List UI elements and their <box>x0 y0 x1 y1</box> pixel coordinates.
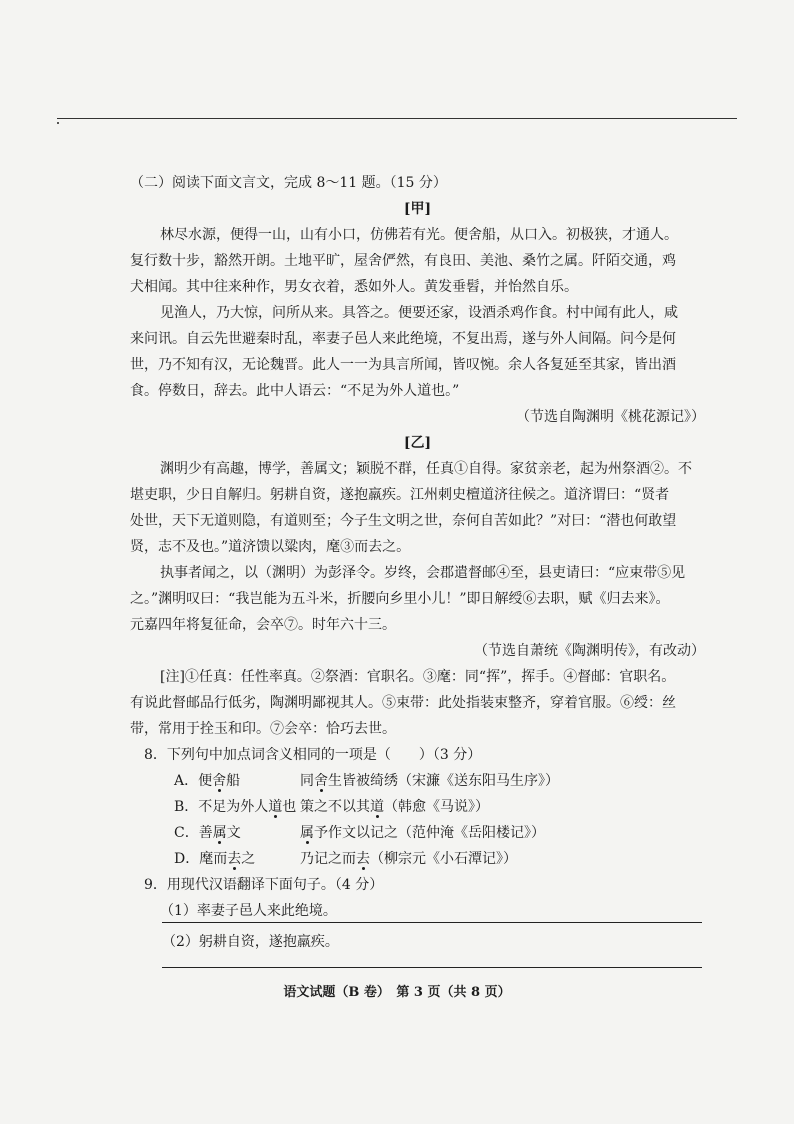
question-8-option-d <box>130 846 705 872</box>
dotted-word: 舍 <box>314 773 328 789</box>
dotted-word: 属 <box>300 825 314 841</box>
annotation-notes <box>130 664 705 742</box>
option-phrase <box>174 794 300 820</box>
phrase-text: 生皆被绮绣（宋濂《送东阳马生序》） <box>328 773 559 789</box>
passage-jia <box>130 222 705 404</box>
phrase-text: C．善 <box>174 825 213 841</box>
passage-jia-source: （节选自陶渊明《桃花源记》） <box>516 409 705 425</box>
passage-line: 林尽水源，便得一山，山有小口，仿佛若有光。便舍船，从口入。初极狭，才通人。 <box>160 227 678 243</box>
dotted-word: 道 <box>370 799 384 815</box>
passage-line: 世，乃不知有汉，无论魏晋。此人一一为具言所闻，皆叹惋。余人各复延至其家，皆出酒 <box>130 357 676 373</box>
phrase-text: 文 <box>226 825 241 841</box>
phrase-text: （韩愈《马说》） <box>384 799 489 815</box>
passage-line: 犬相闻。其中往来种作，男女衣着，悉如外人。黄发垂髫，并怡然自乐。 <box>130 279 578 295</box>
dotted-word: 属 <box>212 825 227 841</box>
passage-line: 执事者闻之，以（渊明）为彭泽令。岁终，会郡遣督邮④至，县吏请曰：“应束带⑤见 <box>160 565 686 581</box>
comparison-phrase <box>300 825 545 841</box>
option-phrase <box>174 768 300 794</box>
phrase-text: 之 <box>241 851 256 867</box>
note-line: 带，常用于拴玉和印。⑦会卒：恰巧去世。 <box>130 721 396 737</box>
question-9-stem: 9．用现代汉语翻译下面句子。（4 分） <box>144 877 384 893</box>
passage-line: 来问讯。自云先世避秦时乱，率妻子邑人来此绝境，不复出焉，遂与外人间隔。问今是何 <box>130 331 676 347</box>
scan-mark <box>57 122 59 124</box>
dotted-word: 道 <box>268 799 283 815</box>
passage-line: 处世，天下无道则隐，有道则至；今子生文明之世，奈何自苦如此？”对曰：“潜也何敢望 <box>130 513 677 529</box>
phrase-text: B．不足为外人 <box>174 799 269 815</box>
answer-line-2 <box>162 967 702 968</box>
comparison-phrase <box>300 851 517 867</box>
passage-line: 元嘉四年将复征命，会卒⑦。时年六十三。 <box>130 617 396 633</box>
passage-line: 贤，志不及也。”道济馈以粱肉，麾③而去之。 <box>130 539 411 555</box>
dotted-word: 去 <box>356 851 370 867</box>
phrase-text: A．便 <box>174 773 213 789</box>
answer-line-1 <box>162 922 702 923</box>
question-8-option-a <box>130 768 705 794</box>
question-9-sentence-1: （1）率妻子邑人来此绝境。 <box>160 903 337 919</box>
passage-line: 食。停数日，辞去。此中人语云：“不足为外人道也。” <box>130 383 460 399</box>
phrase-text: 策之不以其 <box>300 799 370 815</box>
question-8-option-b <box>130 794 705 820</box>
question-8-option-c <box>130 820 705 846</box>
option-phrase <box>174 820 300 846</box>
section-heading: （二）阅读下面文言文，完成 8～11 题。（15 分） <box>130 175 447 191</box>
phrase-text: （柳宗元《小石潭记》） <box>370 851 517 867</box>
phrase-text: 乃记之而 <box>300 851 356 867</box>
passage-line: 之。”渊明叹曰：“我岂能为五斗米，折腰向乡里小儿！”即日解绶⑥去职，赋《归去来》。 <box>130 591 670 607</box>
option-phrase <box>174 846 300 872</box>
passage-line: 渊明少有高趣，博学，善属文；颖脱不群，任真①自得。家贫亲老，起为州祭酒②。不 <box>160 461 692 477</box>
page-footer: 语文试题（B 卷） 第 3 页（共 8 页） <box>283 985 511 1000</box>
exam-page <box>130 170 705 924</box>
passage-jia-label: [甲] <box>403 201 432 217</box>
passage-line: 堪吏职，少日自解归。躬耕自资，遂抱羸疾。江州刺史檀道济往候之。道济谓曰：“贤者 <box>130 487 670 503</box>
passage-yi <box>130 456 705 638</box>
comparison-phrase <box>300 799 489 815</box>
phrase-text: D．麾而 <box>174 851 228 867</box>
note-line: [注]①任真：任性率真。②祭酒：官职名。③麾：同“挥”，挥手。④督邮：官职名。 <box>160 669 676 685</box>
passage-line: 复行数十步，豁然开朗。土地平旷，屋舍俨然，有良田、美池、桑竹之属。阡陌交通，鸡 <box>130 253 676 269</box>
passage-yi-source: （节选自萧统《陶渊明传》，有改动） <box>474 643 705 659</box>
dotted-word: 舍 <box>212 773 227 789</box>
question-9-sentence-2: （2）躬耕自资，遂抱羸疾。 <box>162 934 339 950</box>
question-8-stem: 8．下列句中加点词含义相同的一项是（ ）（3 分） <box>144 747 482 763</box>
note-line: 有说此督邮品行低劣，陶渊明鄙视其人。⑤束带：此处指装束整齐，穿着官服。⑥绶：丝 <box>130 695 676 711</box>
phrase-text: 也 <box>282 799 297 815</box>
passage-line: 见渔人，乃大惊，问所从来。具答之。便要还家，设酒杀鸡作食。村中闻有此人，咸 <box>160 305 678 321</box>
dotted-word: 去 <box>227 851 242 867</box>
phrase-text: 船 <box>226 773 241 789</box>
top-rule <box>57 118 737 119</box>
passage-yi-label: [乙] <box>403 435 432 451</box>
comparison-phrase <box>300 773 559 789</box>
phrase-text: 予作文以记之（范仲淹《岳阳楼记》） <box>314 825 545 841</box>
phrase-text: 同 <box>300 773 314 789</box>
